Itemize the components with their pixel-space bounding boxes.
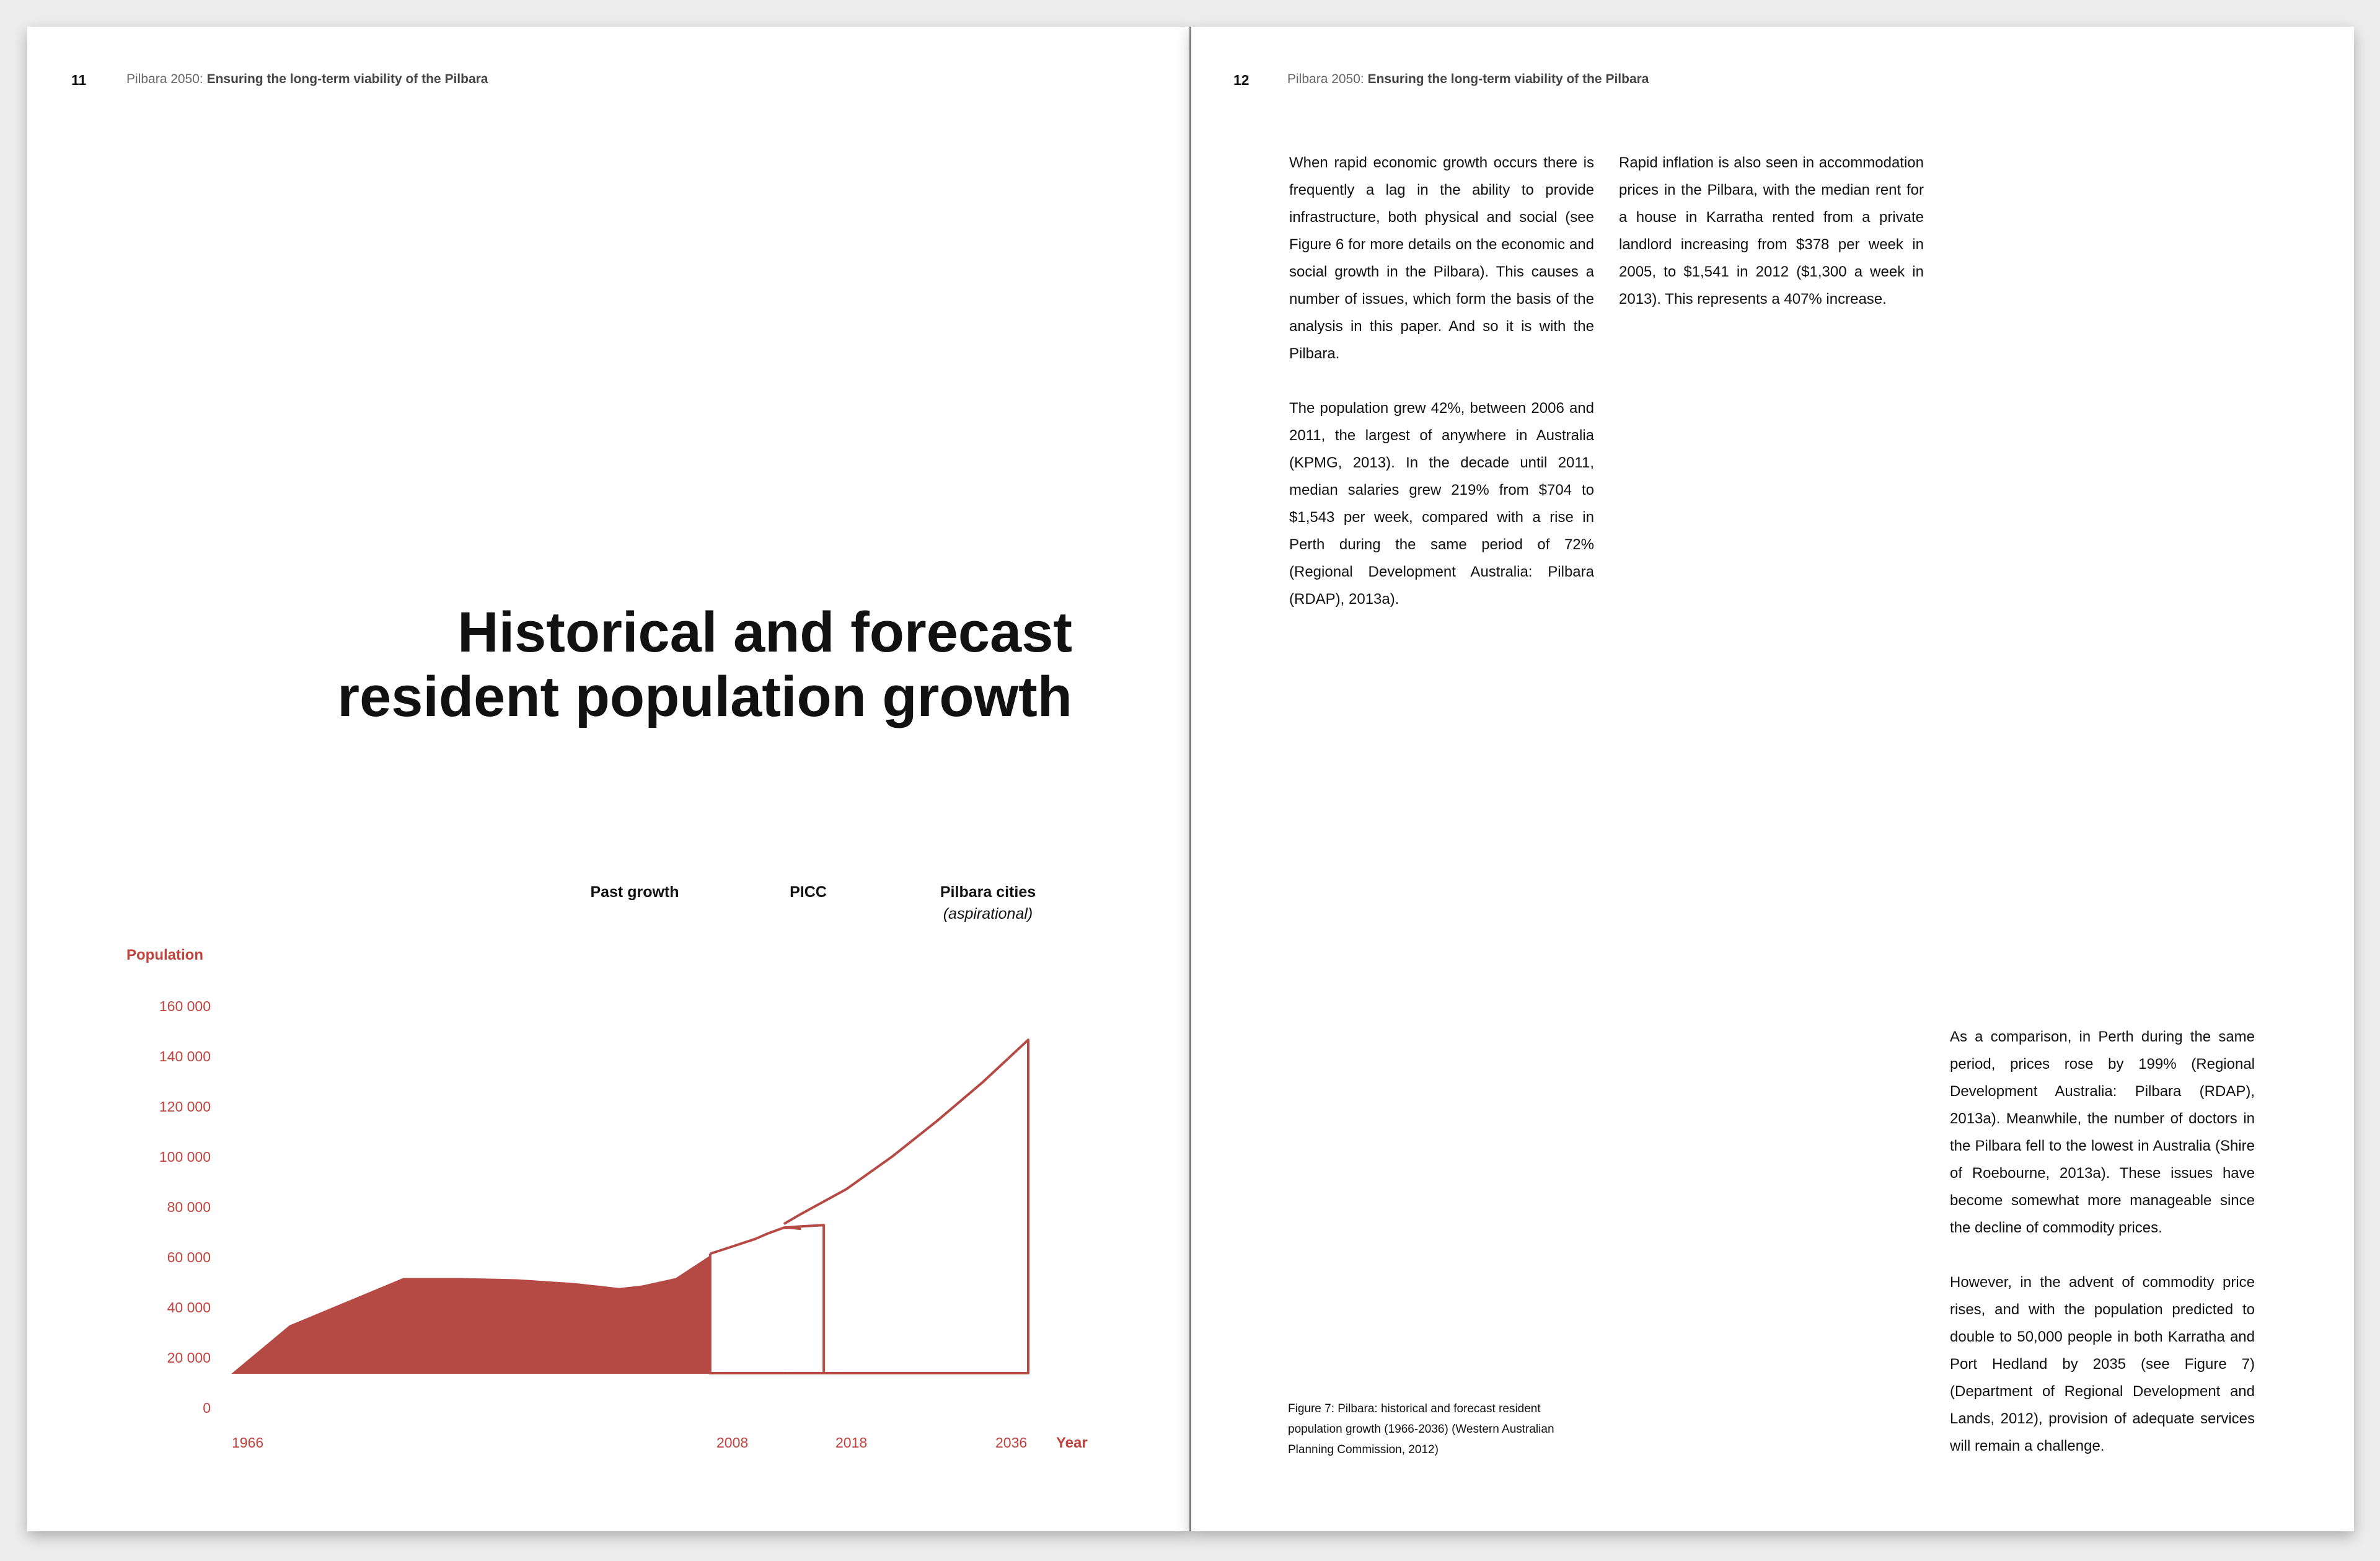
body-paragraph: The population grew 42%, between 2006 and 2011, the largest of anywhere in Australia (KPMG, 2013). In the decade until 2011, median salaries grew 219% from $704 to $1,543 per week, compared with a rise in Perth during the same period of 72% (Regional Development Australia: Pilbara (RDAP), 2013a).: [1289, 400, 1594, 608]
y-tick-label: 20 000: [167, 1350, 211, 1366]
y-tick-label: 160 000: [159, 998, 211, 1014]
phase-label-past-growth: Past growth: [590, 883, 679, 901]
y-tick-label: 100 000: [159, 1149, 211, 1165]
phase-sublabel-aspirational: (aspirational): [943, 905, 1033, 922]
title-line-2: resident population growth: [337, 665, 1072, 728]
running-head-prefix: Pilbara 2050:: [1287, 72, 1368, 86]
y-tick-label: 80 000: [167, 1199, 211, 1215]
body-paragraph: Rapid inflation is also seen in accommodation prices in the Pilbara, with the median rent for a house in Karratha rented from a private landlord increasing from $378 per week in 2005, to $1,541 in 2012 ($1,300 a week in 2013). This represents a 407% increase.: [1619, 154, 1924, 307]
y-axis-title: Population: [126, 947, 203, 963]
page-number: 11: [71, 72, 87, 88]
body-paragraph: As a comparison, in Perth during the same period, prices rose by 199% (Regional Development Australia: Pilbara (RDAP), 2013a). Meanwhile, the number of doctors in the Pilbara fell to the lowest in Australia (Shire of Roebourne, 2013a). These issues have become somewhat more manageable since the decline of commodity prices.: [1950, 1028, 2255, 1236]
body-paragraph: However, in the advent of commodity price rises, and with the population predicted to double to 50,000 people in both Karratha and Port Hedland by 2035 (see Figure 7) (Department of Regional Development and Lands, 2012), provision of adequate services will remain a challenge.: [1950, 1274, 2255, 1454]
y-tick-label: 40 000: [167, 1299, 211, 1316]
y-tick-label: 140 000: [159, 1048, 211, 1064]
y-tick-label: 120 000: [159, 1099, 211, 1115]
y-tick-label: 0: [203, 1400, 211, 1416]
forecast-outline-1: [710, 1227, 801, 1254]
picc-outline-base: [710, 1254, 784, 1373]
forecast-outline-3: [784, 1040, 1028, 1373]
y-tick-label: 60 000: [167, 1249, 211, 1265]
x-tick-label: 2036: [995, 1435, 1028, 1451]
chart-plot-area: [27, 27, 1190, 1531]
body-paragraph: When rapid economic growth occurs there is frequently a lag in the ability to provide infrastructure, both physical and social (see Figure 6 for more details on the economic and social growth in the Pilbara). This causes a number of issues, which form the basis of the analysis in this paper. And so it is with the Pilbara.: [1289, 154, 1594, 362]
title-line-1: Historical and forecast: [457, 601, 1072, 664]
running-head-title: Ensuring the long-term viability of the Pilbara: [206, 72, 488, 86]
x-tick-label: 1966: [232, 1435, 264, 1451]
phase-label-picc: PICC: [790, 883, 827, 901]
forecast-outline-2: [784, 1225, 824, 1373]
running-head-title: Ensuring the long-term viability of the Pilbara: [1367, 72, 1649, 86]
running-head-prefix: Pilbara 2050:: [126, 72, 207, 86]
left-page: [27, 27, 1190, 1531]
x-tick-label: 2008: [716, 1435, 749, 1451]
page-number: 12: [1233, 72, 1250, 88]
past-growth-area: [233, 1256, 710, 1373]
figure-caption: Figure 7: Pilbara: historical and forecast resident population growth (1966-2036) (Western Australian Planning Commission, 2012): [1288, 1402, 1554, 1456]
x-tick-label: 2018: [835, 1435, 868, 1451]
running-head: [1287, 72, 1649, 87]
phase-label-pilbara-cities: Pilbara cities (aspirational): [895, 883, 1081, 923]
right-page: [1191, 27, 2354, 1531]
x-axis-title: Year: [1056, 1435, 1088, 1451]
